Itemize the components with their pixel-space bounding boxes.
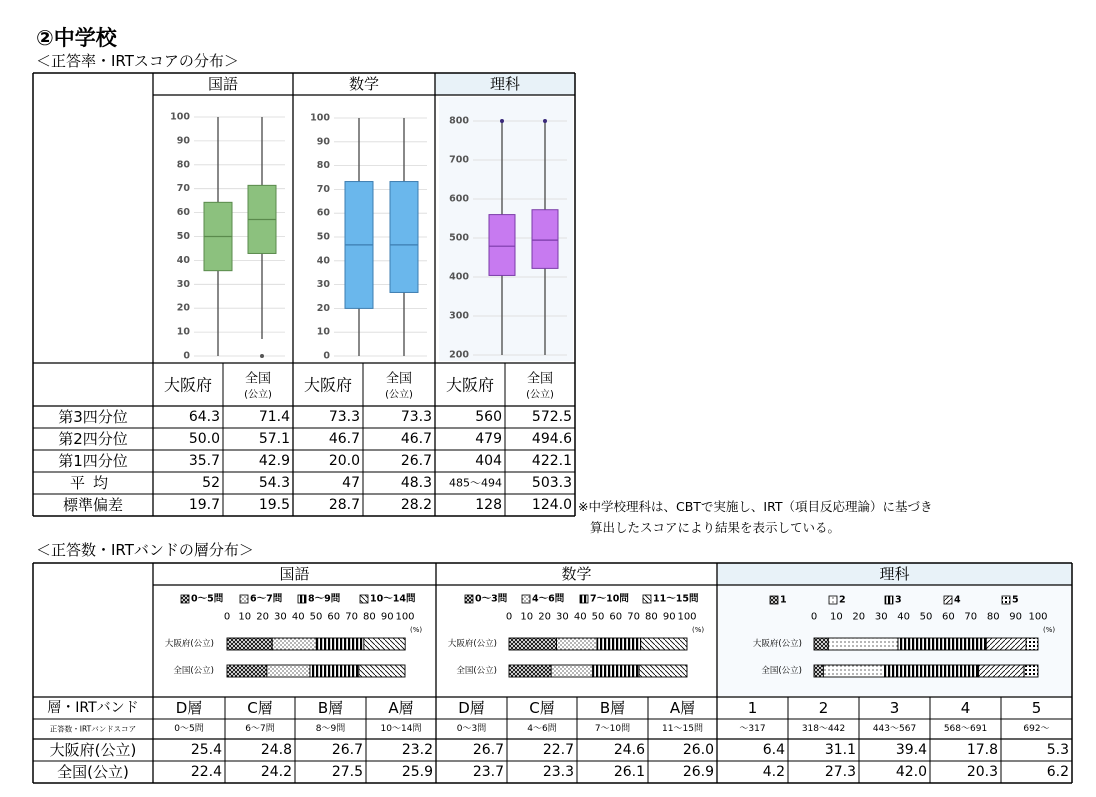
boxplot-ytick: 40 <box>176 254 190 266</box>
table-cell: 422.1 <box>531 453 572 469</box>
band-range: 692～ <box>1023 724 1050 734</box>
table-cell: 28.7 <box>328 497 360 513</box>
band-label: A層 <box>388 699 414 717</box>
legend-swatch <box>829 596 837 604</box>
band-range: 318～442 <box>801 724 846 734</box>
legend-label: 11～15問 <box>653 593 699 605</box>
table-cell: 404 <box>475 453 502 469</box>
table-cell: 47 <box>342 475 360 491</box>
band-cell: 23.7 <box>472 764 504 780</box>
row-label: 平均 <box>69 474 117 492</box>
col-header-5: 全国(公立) <box>526 371 554 401</box>
table-cell: 494.6 <box>531 431 572 447</box>
bar-xtick: 0 <box>505 611 513 623</box>
bar-segment <box>823 665 884 677</box>
table-cell: 124.0 <box>531 497 572 513</box>
subject-header-1: 数学 <box>348 75 380 93</box>
bar-xtick: 0 <box>223 611 231 623</box>
boxplot-outlier <box>543 119 547 123</box>
band-label: C層 <box>529 699 555 717</box>
col-header-1: 全国(公立) <box>244 371 272 401</box>
table-cell: 26.7 <box>400 453 432 469</box>
col-header-3: 全国(公立) <box>385 371 413 401</box>
bar-segment <box>814 665 823 677</box>
row-label: 第1四分位 <box>58 452 128 470</box>
legend-swatch <box>522 595 530 603</box>
band-cell: 23.3 <box>542 764 574 780</box>
boxplot-ytick: 0 <box>183 350 190 362</box>
bar-xtick: 0 <box>810 611 818 623</box>
boxplot-ytick: 50 <box>176 231 190 242</box>
boxplot-box <box>532 210 558 269</box>
band-cell: 4.2 <box>762 764 785 780</box>
band-range: 11～15問 <box>662 724 703 734</box>
legend-label: 7～10問 <box>590 593 629 605</box>
band-label: 4 <box>960 699 971 717</box>
bar-segment <box>272 638 316 650</box>
boxplot-box <box>390 182 418 293</box>
band-label: B層 <box>317 699 344 717</box>
bar-segment <box>316 638 364 650</box>
band-cell: 6.2 <box>1046 764 1069 780</box>
bar-xtick: 100 <box>395 611 415 623</box>
band-cell: 23.2 <box>401 742 433 758</box>
band-range: 6～7問 <box>245 724 275 734</box>
boxplot-ytick: 30 <box>176 278 190 290</box>
boxplot-ytick: 200 <box>449 349 469 361</box>
band-cell: 26.7 <box>331 742 363 758</box>
legend-label: 10～14問 <box>370 593 416 605</box>
bar-segment <box>310 665 359 677</box>
bar-xtick: 10 <box>830 611 843 623</box>
table-cell: 73.3 <box>400 409 432 425</box>
legend-label: 4～6問 <box>532 593 565 605</box>
legend-swatch <box>580 595 588 603</box>
table-cell: 57.1 <box>258 431 290 447</box>
table-cell: 28.2 <box>400 497 432 513</box>
band-cell: 27.3 <box>824 764 856 780</box>
boxplot-ytick: 80 <box>316 160 330 172</box>
band-label: A層 <box>669 699 696 717</box>
legend-label: 4 <box>954 594 961 606</box>
subject-header-2: 理科 <box>489 75 521 93</box>
bar-xtick: 70 <box>627 611 640 623</box>
table-cell: 46.7 <box>400 431 432 447</box>
bar-xtick: 60 <box>327 611 341 623</box>
bar-xtick: 10 <box>520 611 534 623</box>
bar-segment <box>1024 665 1038 677</box>
bar-xtick: 100 <box>677 611 697 623</box>
bar-xtick: 40 <box>897 611 910 623</box>
table-cell: 54.3 <box>258 475 290 491</box>
boxplot-ytick: 300 <box>449 310 469 322</box>
boxplot-outlier <box>260 354 264 358</box>
bar-segment <box>597 638 641 650</box>
boxplot-ytick: 90 <box>316 136 330 148</box>
band-cell: 26.9 <box>682 764 714 780</box>
bar-unit: (%) <box>1043 626 1056 634</box>
col-header-4: 大阪府 <box>445 375 495 395</box>
bar-xtick: 30 <box>556 611 569 623</box>
band-cell: 25.4 <box>190 742 222 758</box>
bar-xtick: 50 <box>591 611 605 623</box>
bar-segment <box>1026 638 1038 650</box>
row-label: 第3四分位 <box>58 408 128 426</box>
legend-label: 3 <box>895 594 902 606</box>
bar-segment <box>898 638 986 650</box>
bar-segment <box>641 638 687 650</box>
table-cell: 42.9 <box>258 453 290 469</box>
bar-xtick: 60 <box>942 611 955 623</box>
bar-unit: (%) <box>410 626 423 634</box>
band-cell: 31.1 <box>824 742 856 758</box>
boxplot-ytick: 700 <box>449 154 469 166</box>
section1-title: ＜正答率・IRTスコアの分布＞ <box>36 52 239 70</box>
bar-xtick: 80 <box>645 611 658 623</box>
bar-segment <box>885 665 979 677</box>
bar-segment <box>509 638 557 650</box>
band-cell: 20.3 <box>966 764 998 780</box>
row-label: 第2四分位 <box>58 430 128 448</box>
col-header-2: 大阪府 <box>303 375 353 395</box>
bar-xtick: 50 <box>309 611 323 623</box>
table-cell: 46.7 <box>328 431 360 447</box>
band-cell: 5.3 <box>1046 742 1069 758</box>
boxplot-ytick: 80 <box>176 159 190 171</box>
section2-title: ＜正答数・IRTバンドの層分布＞ <box>36 541 254 559</box>
bar-xtick: 20 <box>256 611 269 623</box>
band-cell: 22.4 <box>190 764 222 780</box>
bar-xtick: 90 <box>1009 611 1022 623</box>
band-cell: 42.0 <box>895 764 927 780</box>
boxplot-ytick: 60 <box>176 207 190 219</box>
band-range: ～317 <box>739 724 766 734</box>
table-cell: 19.7 <box>188 497 220 513</box>
legend-swatch <box>298 595 306 603</box>
row-label: 標準偏差 <box>62 496 124 514</box>
table-cell: 128 <box>475 497 502 513</box>
boxplot-ytick: 20 <box>176 302 190 314</box>
bar-xtick: 80 <box>986 611 1000 623</box>
band-row-header: 層・IRTバンド <box>47 700 139 716</box>
band-cell: 27.5 <box>331 764 363 780</box>
band-cell: 17.8 <box>966 742 998 758</box>
bar-unit: (%) <box>692 626 705 634</box>
bar-segment <box>557 638 597 650</box>
band-label: 1 <box>747 699 758 717</box>
bar-xtick: 70 <box>345 611 358 623</box>
legend-label: 2 <box>839 594 846 606</box>
legend-swatch <box>1002 596 1010 604</box>
bar-segment <box>551 665 592 677</box>
boxplot-ytick: 800 <box>449 115 469 127</box>
band-label: C層 <box>247 699 273 717</box>
band-label: 5 <box>1031 699 1042 717</box>
band-cell: 26.0 <box>682 742 714 758</box>
legend-label: 0～3問 <box>475 593 508 605</box>
bar-category-label: 全国(公立) <box>456 666 497 676</box>
note-line-1: ※中学校理科は、CBTで実施し、IRT（項目反応理論）に基づき <box>578 499 933 514</box>
table-cell: 52 <box>202 475 220 491</box>
boxplot-ytick: 100 <box>310 112 330 124</box>
band-cell: 26.1 <box>613 764 645 780</box>
band-sub-row-header: 正答数・IRTバンドスコア <box>49 724 137 734</box>
legend-label: 0～5問 <box>191 593 224 605</box>
table-cell: 560 <box>475 409 502 425</box>
bar-segment <box>986 638 1026 650</box>
legend-swatch <box>181 595 189 603</box>
bar-xtick: 20 <box>852 611 866 623</box>
table-cell: 572.5 <box>531 409 572 425</box>
bar-xtick: 30 <box>874 611 888 623</box>
table-cell: 64.3 <box>188 409 220 425</box>
band-cell: 24.8 <box>260 742 292 758</box>
legend-swatch <box>240 595 248 603</box>
boxplot-ytick: 10 <box>316 326 330 338</box>
boxplot-ytick: 50 <box>316 231 330 243</box>
legend-swatch <box>885 596 893 604</box>
bar-segment <box>227 665 267 677</box>
bar-segment <box>227 638 272 650</box>
legend-swatch <box>360 595 368 603</box>
bar-xtick: 10 <box>238 611 252 623</box>
bar-segment <box>359 665 405 677</box>
legend-label: 8～9問 <box>308 593 341 605</box>
bar-xtick: 100 <box>1028 611 1048 623</box>
boxplot-ytick: 100 <box>170 111 190 123</box>
band-range: 4～6問 <box>527 724 557 734</box>
legend-label: 5 <box>1012 594 1019 606</box>
boxplot-box <box>489 215 515 276</box>
band-range: 0～5問 <box>174 724 204 734</box>
table-cell: 48.3 <box>400 475 432 491</box>
legend-label: 1 <box>780 594 787 606</box>
bar-xtick: 40 <box>573 611 587 623</box>
boxplot-ytick: 60 <box>316 207 330 219</box>
boxplot-outlier <box>500 119 504 123</box>
band-cell: 24.2 <box>260 764 292 780</box>
table-cell: 503.3 <box>531 475 572 491</box>
col-header-0: 大阪府 <box>163 375 213 395</box>
boxplot-ytick: 90 <box>176 135 190 147</box>
legend-swatch <box>770 596 778 604</box>
bar-xtick: 80 <box>363 611 376 623</box>
page-title: ②中学校 <box>36 26 117 50</box>
boxplot-ytick: 0 <box>323 350 330 362</box>
band-cell: 6.4 <box>762 742 785 758</box>
band-cell: 25.9 <box>401 764 433 780</box>
band-cell: 22.7 <box>542 742 574 758</box>
band-range: 443～567 <box>872 724 917 734</box>
band-subject-header-2: 理科 <box>879 565 910 583</box>
band-label: D層 <box>458 699 485 717</box>
bar-xtick: 60 <box>609 611 623 623</box>
table-cell: 73.3 <box>328 409 360 425</box>
bar-xtick: 50 <box>919 611 933 623</box>
bar-category-label: 大阪府(公立) <box>164 639 214 649</box>
bar-segment <box>364 638 405 650</box>
legend-swatch <box>465 595 473 603</box>
bar-segment <box>979 665 1024 677</box>
band-range: 10～14問 <box>380 724 422 734</box>
band-label: D層 <box>175 699 203 717</box>
bar-xtick: 40 <box>291 611 305 623</box>
band-label: 3 <box>889 699 900 717</box>
table-cell: 71.4 <box>258 409 290 425</box>
band-label: B層 <box>599 699 626 717</box>
bar-segment <box>509 665 551 677</box>
table-cell: 485～494 <box>449 476 502 490</box>
bar-xtick: 20 <box>538 611 551 623</box>
band-range: 8～9問 <box>315 724 346 734</box>
band-label: 2 <box>818 699 829 717</box>
boxplot-ytick: 400 <box>449 271 469 283</box>
bar-segment <box>639 665 687 677</box>
bar-segment <box>828 638 898 650</box>
boxplot-ytick: 30 <box>316 279 330 291</box>
boxplot-ytick: 70 <box>176 183 190 195</box>
bar-category-label: 大阪府(公立) <box>447 639 497 649</box>
bar-xtick: 70 <box>964 611 978 623</box>
table-cell: 19.5 <box>258 497 290 513</box>
boxplot-ytick: 20 <box>316 302 330 314</box>
boxplot-ytick: 70 <box>316 183 330 195</box>
table-cell: 20.0 <box>328 453 360 469</box>
bar-xtick: 30 <box>274 611 287 623</box>
boxplot-ytick: 600 <box>449 193 469 205</box>
bar-category-label: 全国(公立) <box>761 666 802 676</box>
band-subject-header-1: 数学 <box>561 565 592 583</box>
bar-category-label: 大阪府(公立) <box>752 639 802 649</box>
band-cell: 39.4 <box>895 742 927 758</box>
band-range: 0～3問 <box>456 724 487 734</box>
band-cell: 24.6 <box>613 742 645 758</box>
bar-segment <box>267 665 310 677</box>
bar-xtick: 90 <box>662 611 676 623</box>
bar-segment <box>593 665 639 677</box>
note-line-2: 算出したスコアにより結果を表示している。 <box>590 520 841 535</box>
boxplot-ytick: 10 <box>176 326 190 338</box>
band-subject-header-0: 国語 <box>279 565 310 583</box>
subject-header-0: 国語 <box>207 75 239 93</box>
table-cell: 50.0 <box>188 431 220 447</box>
band-cell: 26.7 <box>472 742 504 758</box>
table-cell: 479 <box>475 431 502 447</box>
boxplot-ytick: 40 <box>316 255 330 267</box>
bar-xtick: 90 <box>380 611 394 623</box>
legend-swatch <box>944 596 952 604</box>
band-range: 7～10問 <box>594 724 631 734</box>
band-range: 568～691 <box>943 724 988 734</box>
band-row-label: 全国(公立) <box>57 763 129 781</box>
bar-segment <box>814 638 828 650</box>
legend-label: 6～7問 <box>250 593 283 605</box>
table-cell: 35.7 <box>188 453 220 469</box>
band-row-label: 大阪府(公立) <box>49 741 137 759</box>
boxplot-ytick: 500 <box>449 232 469 244</box>
bar-category-label: 全国(公立) <box>173 666 214 676</box>
legend-swatch <box>643 595 651 603</box>
